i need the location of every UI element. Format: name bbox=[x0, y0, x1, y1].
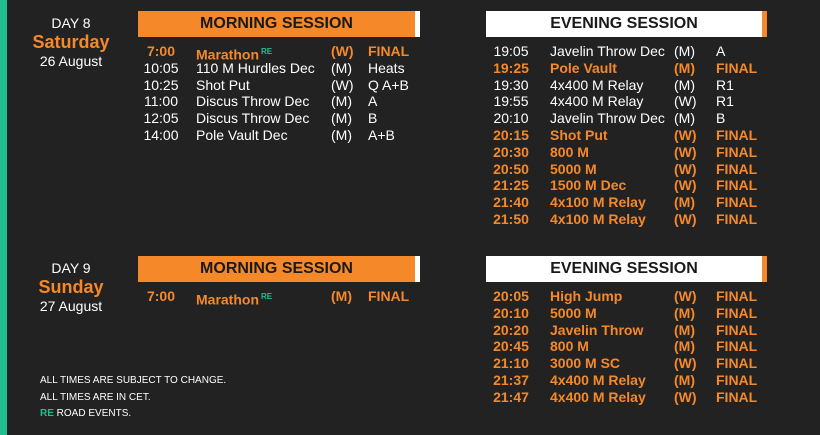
event-name-cell bbox=[550, 177, 626, 194]
event-name-cell bbox=[550, 144, 589, 161]
event-gender: (W) bbox=[674, 211, 697, 227]
event-gender: (W) bbox=[674, 143, 697, 160]
schedule-row bbox=[136, 43, 416, 63]
day-9-evening-session-header bbox=[486, 256, 767, 282]
event-gender: (W) bbox=[331, 76, 354, 93]
event-round: FINAL bbox=[716, 321, 758, 338]
event-name-cell bbox=[196, 288, 272, 309]
day-name: Saturday bbox=[32, 32, 110, 52]
day-8-evening-session-header bbox=[486, 11, 767, 37]
event-time: 20:15 bbox=[493, 127, 529, 143]
event-time: 19:25 bbox=[493, 59, 529, 76]
event-round: A+B bbox=[368, 127, 395, 143]
event-round: FINAL bbox=[368, 288, 410, 304]
event-gender: (M) bbox=[331, 110, 352, 127]
event-round: FINAL bbox=[716, 160, 758, 177]
event-time: 20:05 bbox=[493, 288, 529, 304]
schedule-row bbox=[486, 355, 766, 372]
event-name: Marathon bbox=[196, 46, 259, 63]
schedule-row bbox=[136, 60, 416, 77]
event-round: FINAL bbox=[716, 288, 758, 304]
session-title: EVENING SESSION bbox=[550, 260, 698, 277]
schedule-row bbox=[486, 288, 766, 305]
event-time: 10:05 bbox=[143, 59, 179, 76]
event-name-cell bbox=[550, 110, 665, 127]
event-gender: (M) bbox=[674, 110, 695, 127]
schedule-row bbox=[136, 77, 416, 94]
event-time: 10:25 bbox=[143, 76, 179, 93]
event-round: FINAL bbox=[716, 355, 758, 372]
event-time: 7:00 bbox=[146, 43, 176, 59]
event-name: Shot Put bbox=[550, 127, 608, 143]
event-name: Pole Vault Dec bbox=[196, 127, 288, 143]
event-round: FINAL bbox=[716, 338, 758, 355]
event-time: 14:00 bbox=[143, 127, 179, 143]
event-name: 4x400 M Relay bbox=[550, 388, 646, 405]
schedule-row bbox=[486, 177, 766, 194]
day-8-morning-session-header bbox=[138, 11, 420, 37]
road-event-tag: RE bbox=[261, 47, 273, 56]
event-round: B bbox=[368, 110, 378, 127]
event-time: 21:25 bbox=[493, 177, 529, 194]
event-name: Javelin Throw Dec bbox=[550, 110, 665, 127]
event-name: Discus Throw Dec bbox=[196, 110, 310, 127]
event-name: Javelin Throw Dec bbox=[550, 43, 665, 59]
event-time: 21:47 bbox=[493, 388, 529, 405]
event-time: 21:50 bbox=[493, 211, 529, 227]
event-name: 4x400 M Relay bbox=[550, 93, 644, 110]
event-gender: (M) bbox=[674, 304, 695, 321]
schedule-row bbox=[486, 43, 766, 60]
event-name-cell bbox=[550, 389, 646, 406]
event-name: Javelin Throw bbox=[550, 321, 644, 338]
event-name: 110 M Hurdles Dec bbox=[196, 59, 315, 76]
event-time: 19:55 bbox=[493, 93, 529, 110]
schedule-row bbox=[486, 93, 766, 110]
event-gender: (W) bbox=[331, 43, 354, 59]
re-tag: RE bbox=[40, 408, 54, 419]
event-time: 11:00 bbox=[144, 93, 178, 110]
event-name-cell bbox=[550, 60, 617, 77]
event-name-cell bbox=[550, 77, 643, 94]
schedule-row bbox=[486, 211, 766, 228]
footnote-road-events bbox=[40, 406, 226, 423]
event-round: R1 bbox=[716, 76, 734, 93]
event-name-cell bbox=[196, 77, 250, 94]
event-round: Q A+B bbox=[368, 76, 409, 93]
event-round: B bbox=[716, 110, 726, 127]
event-name: 800 M bbox=[550, 338, 589, 355]
event-name-cell bbox=[196, 93, 309, 110]
session-title: EVENING SESSION bbox=[550, 15, 698, 32]
event-gender: (M) bbox=[674, 194, 695, 211]
schedule-row bbox=[486, 305, 766, 322]
event-round: FINAL bbox=[368, 43, 410, 59]
event-name-cell bbox=[550, 127, 608, 144]
event-gender: (M) bbox=[331, 93, 352, 110]
left-accent-bar bbox=[0, 0, 7, 435]
event-round: FINAL bbox=[716, 143, 758, 160]
event-round: FINAL bbox=[716, 127, 758, 143]
event-gender: (M) bbox=[331, 59, 352, 76]
session-title: MORNING SESSION bbox=[200, 260, 353, 277]
event-time: 20:30 bbox=[493, 143, 529, 160]
event-gender: (W) bbox=[674, 288, 697, 304]
event-name-cell bbox=[550, 372, 646, 389]
event-time: 20:50 bbox=[493, 160, 529, 177]
event-time: 20:10 bbox=[493, 304, 529, 321]
event-gender: (W) bbox=[674, 93, 697, 110]
event-name: 4x100 M Relay bbox=[550, 194, 646, 211]
event-time: 21:10 bbox=[493, 355, 529, 372]
footnote-times-in-cet: ALL TIMES ARE IN CET. bbox=[40, 391, 151, 403]
event-round: FINAL bbox=[716, 59, 758, 76]
event-gender: (M) bbox=[674, 59, 695, 76]
event-time: 19:05 bbox=[493, 43, 529, 59]
event-name-cell bbox=[550, 338, 589, 355]
day-label: DAY 8 bbox=[51, 15, 91, 31]
schedule-row bbox=[136, 93, 416, 110]
event-name: 4x400 M Relay bbox=[550, 372, 646, 388]
event-name-cell bbox=[550, 211, 646, 228]
footnote-road-events-text: ROAD EVENTS. bbox=[53, 408, 132, 419]
event-time: 7:00 bbox=[146, 288, 176, 304]
event-name: Shot Put bbox=[196, 76, 250, 93]
schedule-row bbox=[486, 77, 766, 94]
event-name-cell bbox=[196, 127, 288, 144]
event-time: 12:05 bbox=[143, 110, 179, 127]
schedule-row bbox=[486, 194, 766, 211]
footnotes bbox=[40, 373, 226, 423]
event-gender: (W) bbox=[674, 388, 697, 405]
event-round: FINAL bbox=[716, 211, 758, 227]
event-name-cell bbox=[550, 161, 597, 178]
event-gender: (W) bbox=[674, 127, 697, 143]
schedule-row bbox=[136, 288, 416, 308]
schedule-row bbox=[136, 110, 416, 127]
event-name-cell bbox=[196, 60, 315, 77]
schedule-row bbox=[486, 161, 766, 178]
day-date: 26 August bbox=[39, 53, 103, 69]
schedule-row bbox=[486, 389, 766, 406]
event-name: Marathon bbox=[196, 291, 259, 308]
session-title: MORNING SESSION bbox=[200, 15, 353, 32]
event-gender: (M) bbox=[674, 338, 695, 355]
road-event-tag: RE bbox=[261, 292, 273, 301]
day-9-morning-session-header bbox=[138, 256, 420, 282]
schedule-row bbox=[486, 144, 766, 161]
event-round: R1 bbox=[716, 93, 734, 110]
event-name: 4x100 M Relay bbox=[550, 211, 646, 227]
schedule-row bbox=[486, 372, 766, 389]
day-label: DAY 9 bbox=[51, 260, 91, 276]
event-name: 3000 M SC bbox=[550, 355, 621, 372]
event-name-cell bbox=[550, 305, 597, 322]
schedule-row bbox=[136, 127, 416, 144]
event-name: High Jump bbox=[550, 288, 623, 304]
event-name-cell bbox=[550, 93, 643, 110]
event-name-cell bbox=[550, 43, 665, 60]
schedule-row bbox=[486, 322, 766, 339]
event-round: FINAL bbox=[716, 372, 758, 388]
event-round: FINAL bbox=[716, 304, 758, 321]
event-gender: (M) bbox=[331, 288, 352, 304]
event-gender: (W) bbox=[674, 177, 697, 194]
event-name-cell bbox=[550, 194, 646, 211]
schedule-row bbox=[486, 60, 766, 77]
event-name-cell bbox=[550, 355, 620, 372]
footnote-times-subject-to-change: ALL TIMES ARE SUBJECT TO CHANGE. bbox=[40, 375, 227, 386]
schedule-row bbox=[486, 110, 766, 127]
event-gender: (M) bbox=[674, 372, 695, 388]
event-round: FINAL bbox=[716, 177, 758, 194]
event-gender: (W) bbox=[674, 355, 697, 372]
day-name: Sunday bbox=[38, 277, 104, 297]
event-round: Heats bbox=[368, 59, 405, 76]
event-name-cell bbox=[550, 322, 643, 339]
event-round: A bbox=[368, 93, 378, 110]
event-name: Discus Throw Dec bbox=[196, 93, 310, 110]
event-gender: (M) bbox=[674, 76, 695, 93]
event-gender: (M) bbox=[674, 321, 695, 338]
event-gender: (M) bbox=[331, 127, 352, 143]
event-time: 21:37 bbox=[493, 372, 529, 388]
event-time: 20:20 bbox=[493, 321, 529, 338]
event-time: 21:40 bbox=[493, 194, 529, 211]
event-round: FINAL bbox=[716, 388, 758, 405]
event-name: 800 M bbox=[550, 143, 589, 160]
event-time: 19:30 bbox=[493, 76, 529, 93]
event-gender: (W) bbox=[674, 160, 697, 177]
schedule-row bbox=[486, 338, 766, 355]
event-name: Pole Vault bbox=[550, 59, 617, 76]
day-date: 27 August bbox=[39, 298, 103, 314]
event-name: 5000 M bbox=[550, 304, 597, 321]
event-name: 1500 M Dec bbox=[550, 177, 627, 194]
day-8-info bbox=[10, 15, 132, 69]
event-time: 20:45 bbox=[493, 338, 529, 355]
event-gender: (M) bbox=[674, 43, 695, 59]
day-9-info bbox=[10, 260, 132, 314]
event-round: FINAL bbox=[716, 194, 758, 211]
event-name-cell bbox=[550, 288, 622, 305]
event-round: A bbox=[716, 43, 726, 59]
event-name: 4x400 M Relay bbox=[550, 76, 644, 93]
schedule-row bbox=[486, 127, 766, 144]
event-name-cell bbox=[196, 110, 309, 127]
event-time: 20:10 bbox=[493, 110, 529, 127]
event-name: 5000 M bbox=[550, 160, 597, 177]
